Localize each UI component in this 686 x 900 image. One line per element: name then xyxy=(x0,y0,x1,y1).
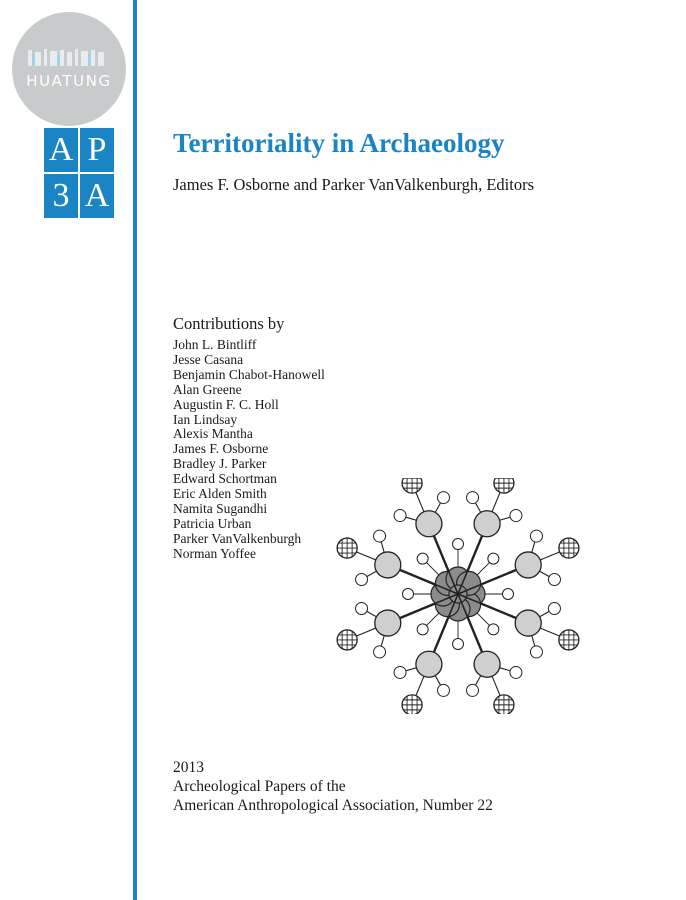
hamlet-node xyxy=(394,666,406,678)
hamlet-node xyxy=(437,492,449,504)
hamlet-node xyxy=(467,492,479,504)
contributor: Jesse Casana xyxy=(173,351,244,367)
grid-settlement-icon xyxy=(402,695,422,714)
hamlet-node xyxy=(403,589,414,600)
grid-settlement-icon xyxy=(494,695,514,714)
hamlet-node xyxy=(356,603,368,615)
grid-settlement-icon xyxy=(494,478,514,493)
town-node xyxy=(515,610,541,636)
badge-stripes-icon xyxy=(26,46,112,70)
hamlet-node xyxy=(374,530,386,542)
hamlet-node xyxy=(467,684,479,696)
book-title: Territoriality in Archaeology xyxy=(173,128,505,158)
town-node xyxy=(416,511,442,537)
huatung-badge xyxy=(12,12,126,126)
grid-settlement-icon xyxy=(402,478,422,493)
contributor: Edward Schortman xyxy=(173,471,277,487)
series-line-1: Archeological Papers of the xyxy=(173,778,346,795)
contributor: Bradley J. Parker xyxy=(173,456,267,472)
town-node xyxy=(375,610,401,636)
grid-settlement-icon xyxy=(337,538,357,558)
logo-letter: 3 xyxy=(44,174,78,218)
hamlet-node xyxy=(530,530,542,542)
contributions-heading: Contributions by xyxy=(173,314,285,333)
hamlet-node xyxy=(453,539,464,550)
hamlet-node xyxy=(453,639,464,650)
hamlet-node xyxy=(356,573,368,585)
contributor: James F. Osborne xyxy=(173,441,269,457)
publication-year: 2013 xyxy=(173,759,204,776)
hamlet-node xyxy=(510,510,522,522)
grid-settlement-icon xyxy=(559,538,579,558)
contributor: Parker VanValkenburgh xyxy=(173,530,302,546)
town-node xyxy=(474,511,500,537)
contributor: Benjamin Chabot-Hanowell xyxy=(173,366,325,382)
hamlet-node xyxy=(394,510,406,522)
hamlet-node xyxy=(548,603,560,615)
hamlet-node xyxy=(548,573,560,585)
hamlet-node xyxy=(488,553,499,564)
grid-settlement-icon xyxy=(559,630,579,650)
contributor: Namita Sugandhi xyxy=(173,500,268,516)
hamlet-node xyxy=(417,624,428,635)
contributor: Alan Greene xyxy=(173,381,242,397)
contributor: Patricia Urban xyxy=(173,515,252,531)
badge-text: HUATUNG xyxy=(26,72,112,90)
settlement-network-diagram xyxy=(330,478,596,714)
blue-spine-line xyxy=(133,0,137,900)
publication-info xyxy=(173,758,493,815)
hamlet-node xyxy=(510,666,522,678)
hamlet-node xyxy=(374,646,386,658)
hamlet-node xyxy=(530,646,542,658)
contributor: Eric Alden Smith xyxy=(173,486,267,502)
grid-settlement-icon xyxy=(337,630,357,650)
hamlet-node xyxy=(488,624,499,635)
town-node xyxy=(474,651,500,677)
contributor: Augustin F. C. Holl xyxy=(173,396,279,412)
hamlet-node xyxy=(417,553,428,564)
series-line-2: American Anthropological Association, Number 22 xyxy=(173,797,493,814)
contributor: Ian Lindsay xyxy=(173,411,238,427)
town-node xyxy=(416,651,442,677)
hamlet-node xyxy=(437,684,449,696)
book-editors: James F. Osborne and Parker VanValkenburgh, Editors xyxy=(173,175,535,194)
hamlet-node xyxy=(503,589,514,600)
contributors-list xyxy=(173,338,325,562)
logo-letter: A xyxy=(80,174,114,218)
ap3a-logo xyxy=(44,128,114,218)
logo-letter: A xyxy=(44,128,78,172)
town-node xyxy=(515,552,541,578)
contributor: Alexis Mantha xyxy=(173,426,253,442)
logo-letter: P xyxy=(80,128,114,172)
town-node xyxy=(375,552,401,578)
contributor: John L. Bintliff xyxy=(173,337,257,352)
contributor: Norman Yoffee xyxy=(173,545,256,561)
